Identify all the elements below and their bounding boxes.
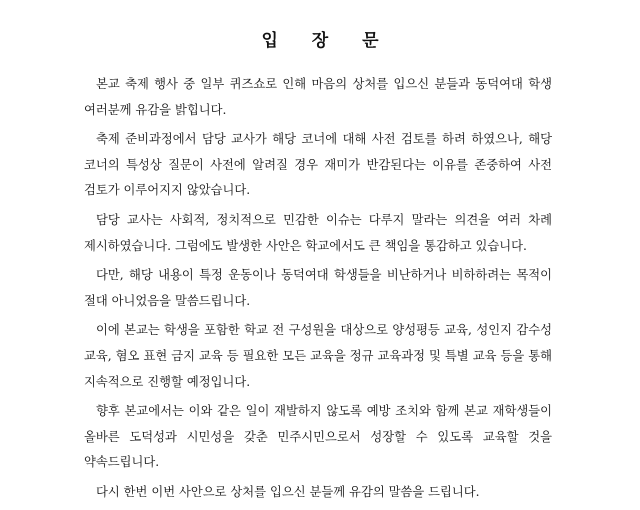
paragraph-closing: 다시 한번 이번 사안으로 상처를 입으신 분들께 유감의 말씀을 드립니다.	[96, 484, 480, 499]
paragraph-prevention: 향후 본교에서는 이와 같은 일이 재발하지 않도록 예방 조치와 함께 본교 재학생들이 올바른 도덕성과 시민성을 갖춘 민주시민으로서 성장할 수 있도록 교육할 것을 약속드립니다.	[84, 404, 552, 470]
paragraph-preparation: 축제 준비과정에서 담당 교사가 해당 코너에 대해 사전 검토를 하려 하였으나, 해당 코너의 특성상 질문이 사전에 알려질 경우 재미가 반감된다는 이유를 존중하여 사전 검토가 이루어지지 않았습니다.	[84, 132, 552, 198]
page-title: 입 장 문	[261, 31, 393, 51]
paragraph-clarification: 다만, 해당 내용이 특정 운동이나 동덕여대 학생들을 비난하거나 비하하려는 목적이 절대 아니었음을 말씀드립니다.	[84, 268, 552, 308]
paragraph-education-plan: 이에 본교는 학생을 포함한 학교 전 구성원을 대상으로 양성평등 교육, 성인지 감수성 교육, 혐오 표현 금지 교육 등 필요한 모든 교육을 정규 교육과정 및 특별 교육 등을 통해 지속적으로 진행할 예정입니다.	[84, 323, 552, 389]
paragraph-apology: 본교 축제 행사 중 일부 퀴즈쇼로 인해 마음의 상처를 입으신 분들과 동덕여대 학생 여러분께 유감을 밝힙니다.	[84, 77, 552, 117]
statement-body	[84, 72, 552, 506]
paragraph-teacher-guidance: 담당 교사는 사회적, 정치적으로 민감한 이슈는 다루지 말라는 의견을 여러 차례 제시하였습니다. 그럼에도 발생한 사안은 학교에서도 큰 책임을 통감하고 있습니다.	[84, 212, 552, 253]
